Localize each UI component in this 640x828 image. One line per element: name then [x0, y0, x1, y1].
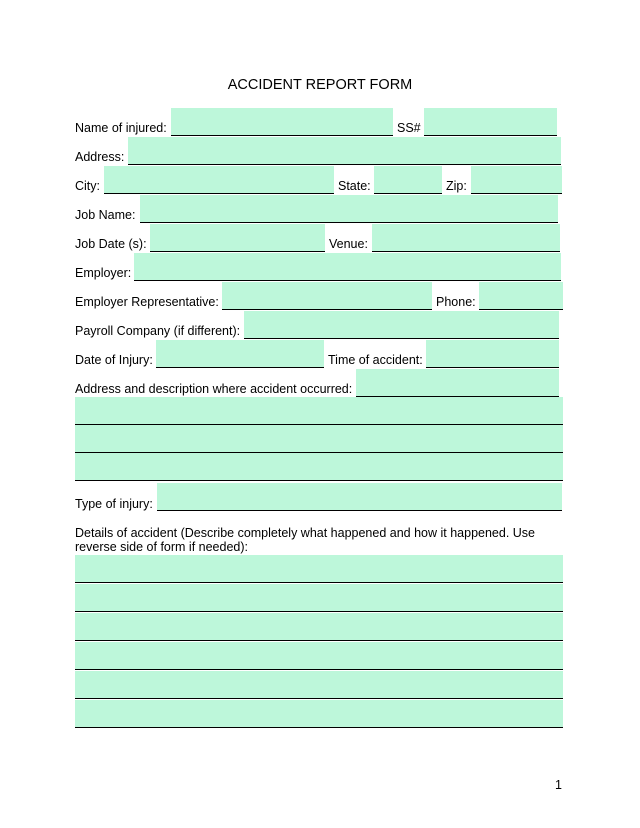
job-date-label: Job Date (s): — [75, 237, 147, 251]
phone-label: Phone: — [436, 295, 476, 309]
job-date-field[interactable] — [150, 224, 325, 252]
details-line-2[interactable] — [75, 584, 563, 612]
employer-label: Employer: — [75, 266, 132, 280]
state-label: State: — [338, 179, 371, 193]
venue-field[interactable] — [372, 224, 560, 252]
where-line-3[interactable] — [75, 453, 563, 481]
address-label: Address: — [75, 150, 125, 164]
zip-field[interactable] — [471, 166, 562, 194]
page-number: 1 — [555, 778, 562, 792]
zip-label: Zip: — [446, 179, 467, 193]
details-line-6[interactable] — [75, 700, 563, 728]
phone-field[interactable] — [479, 282, 563, 310]
job-name-label: Job Name: — [75, 208, 136, 222]
address-field[interactable] — [128, 137, 561, 165]
state-field[interactable] — [374, 166, 442, 194]
details-label: Details of accident (Describe completely what happened and how it happened. Use reverse side of form if needed): — [75, 526, 535, 554]
ss-label: SS# — [397, 121, 421, 135]
date-injury-field[interactable] — [156, 340, 324, 368]
details-line-5[interactable] — [75, 671, 563, 699]
details-line-4[interactable] — [75, 642, 563, 670]
payroll-label: Payroll Company (if different): — [75, 324, 241, 338]
date-injury-label: Date of Injury: — [75, 353, 153, 367]
form-title: ACCIDENT REPORT FORM — [227, 77, 413, 93]
name-label: Name of injured: — [75, 121, 167, 135]
where-label: Address and description where accident occurred: — [75, 382, 353, 396]
city-label: City: — [75, 179, 100, 193]
employer-field[interactable] — [134, 253, 561, 281]
employer-rep-label: Employer Representative: — [75, 295, 219, 309]
payroll-field[interactable] — [244, 311, 559, 339]
city-field[interactable] — [104, 166, 334, 194]
details-line-1[interactable] — [75, 555, 563, 583]
type-injury-field[interactable] — [157, 483, 562, 511]
time-accident-field[interactable] — [426, 340, 559, 368]
time-accident-label: Time of accident: — [328, 353, 423, 367]
details-line-3[interactable] — [75, 613, 563, 641]
type-injury-label: Type of injury: — [75, 497, 153, 511]
where-line-1[interactable] — [75, 397, 563, 425]
where-field[interactable] — [356, 369, 559, 397]
venue-label: Venue: — [329, 237, 368, 251]
ss-field[interactable] — [424, 108, 557, 136]
name-field[interactable] — [171, 108, 393, 136]
employer-rep-field[interactable] — [222, 282, 432, 310]
where-line-2[interactable] — [75, 425, 563, 453]
job-name-field[interactable] — [140, 195, 558, 223]
